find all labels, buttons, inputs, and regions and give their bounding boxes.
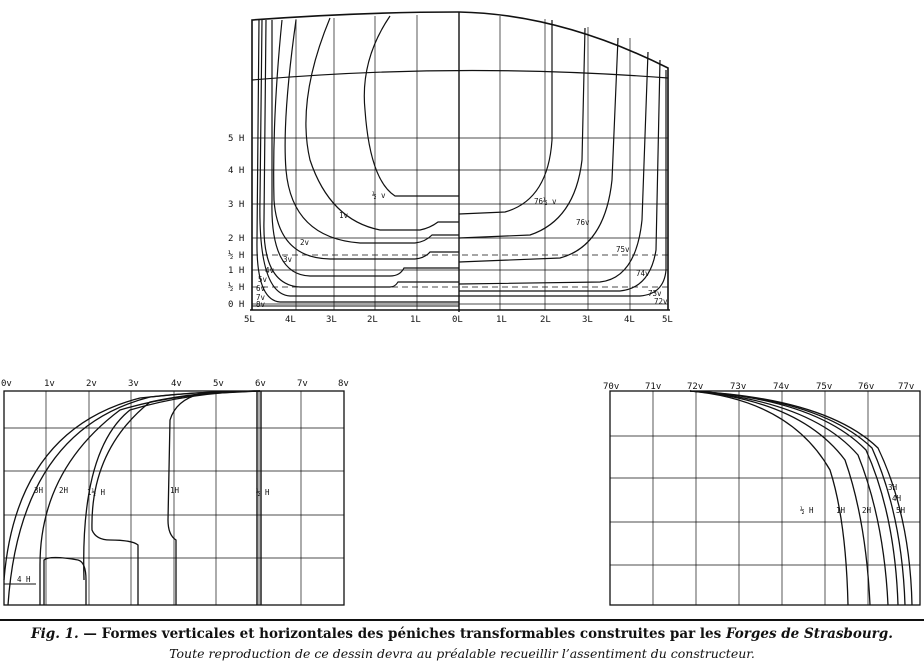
caption-notice: Toute reproduction de ce dessin devra au préalable recueillir l’assentiment du constructeur.	[169, 646, 755, 661]
curve-label: ½ H	[256, 488, 270, 497]
buttock-label: 5L	[662, 315, 673, 325]
station-label: 73v	[730, 382, 747, 392]
station-label: 1v	[44, 379, 55, 389]
buttock-label: 5L	[244, 315, 255, 325]
curve-label: ½ H	[800, 506, 814, 515]
curve-label: 73v	[648, 289, 662, 298]
buttock-label: 4L	[624, 315, 635, 325]
buttock-label: 2L	[367, 315, 378, 325]
curve-label: 3v	[283, 255, 293, 264]
station-label: 5v	[213, 379, 224, 389]
curve-label: 75v	[616, 245, 630, 254]
body-plan-grid	[252, 15, 668, 310]
curve-label: 1v	[339, 211, 349, 220]
station-label: 72v	[687, 382, 704, 392]
curve-label: 6v	[256, 284, 266, 293]
buttock-label: 3L	[582, 315, 593, 325]
figure-number: Fig. 1.	[31, 626, 79, 642]
curve-label: 4 H	[17, 575, 31, 584]
curve-label: 72v	[654, 297, 668, 306]
body-plan	[250, 12, 670, 312]
curve-label: 5v	[258, 275, 268, 284]
station-label: 71v	[645, 382, 662, 392]
waterline-label-0h: 0 H	[228, 300, 245, 310]
bow-half-breadth-plan	[4, 391, 344, 605]
station-label: 8v	[338, 379, 349, 389]
curve-label: 2H	[862, 506, 872, 515]
waterline-label-5h: 5 H	[228, 134, 245, 144]
curve-label: 2v	[300, 238, 310, 247]
curve-label: 74v	[636, 269, 650, 278]
curve-label: ½ v	[372, 191, 386, 200]
stern-half-breadth-plan	[610, 391, 920, 605]
buttock-label: 1L	[496, 315, 507, 325]
curve-label: 76v	[576, 218, 590, 227]
stern-plan-labels	[603, 382, 914, 515]
curve-label: 3H	[34, 486, 44, 495]
buttock-label: 4L	[285, 315, 296, 325]
buttock-label: 3L	[326, 315, 337, 325]
waterline-label-2h: 2 H	[228, 234, 245, 244]
curve-label: 1H	[170, 486, 180, 495]
station-label: 77v	[898, 382, 915, 392]
curve-label: 1H	[836, 506, 846, 515]
waterline-label-4h: 4 H	[228, 166, 245, 176]
caption-dash: —	[83, 626, 97, 642]
buttock-label: 1L	[410, 315, 421, 325]
station-label: 7v	[297, 379, 308, 389]
waterline-label-half-h: ½ H	[228, 283, 245, 293]
station-label: 76v	[858, 382, 875, 392]
buttock-label: 0L	[452, 315, 463, 325]
buttock-label: 2L	[540, 315, 551, 325]
curve-label: 3H	[888, 483, 898, 492]
station-label: 74v	[773, 382, 790, 392]
curve-label: 2H	[59, 486, 69, 495]
caption-company: Forges de Strasbourg.	[725, 626, 893, 642]
station-label: 75v	[816, 382, 833, 392]
right-station-curves	[459, 20, 666, 296]
figure-caption	[8, 626, 916, 642]
body-plan-outline	[252, 12, 668, 310]
station-label: 0v	[1, 379, 12, 389]
curve-label: 4v	[265, 266, 275, 275]
waterline-label-1h: 1 H	[228, 266, 245, 276]
waterline-label-1-5h: ½ H	[228, 251, 245, 261]
curve-label: 1½ H	[87, 488, 106, 497]
curve-label: 76½ v	[534, 197, 557, 206]
curve-label: 7v	[256, 293, 266, 302]
station-label: 70v	[603, 382, 620, 392]
curve-label: 8v	[256, 300, 266, 309]
station-label: 2v	[86, 379, 97, 389]
station-label: 6v	[255, 379, 266, 389]
curve-label: 5H	[896, 506, 906, 515]
caption-divider	[0, 619, 924, 621]
waterline-label-3h: 3 H	[228, 200, 245, 210]
station-label: 3v	[128, 379, 139, 389]
caption-text: Formes verticales et horizontales des péniches transformables construites par les	[101, 626, 722, 642]
station-label: 4v	[171, 379, 182, 389]
curve-label: 4H	[892, 494, 902, 503]
